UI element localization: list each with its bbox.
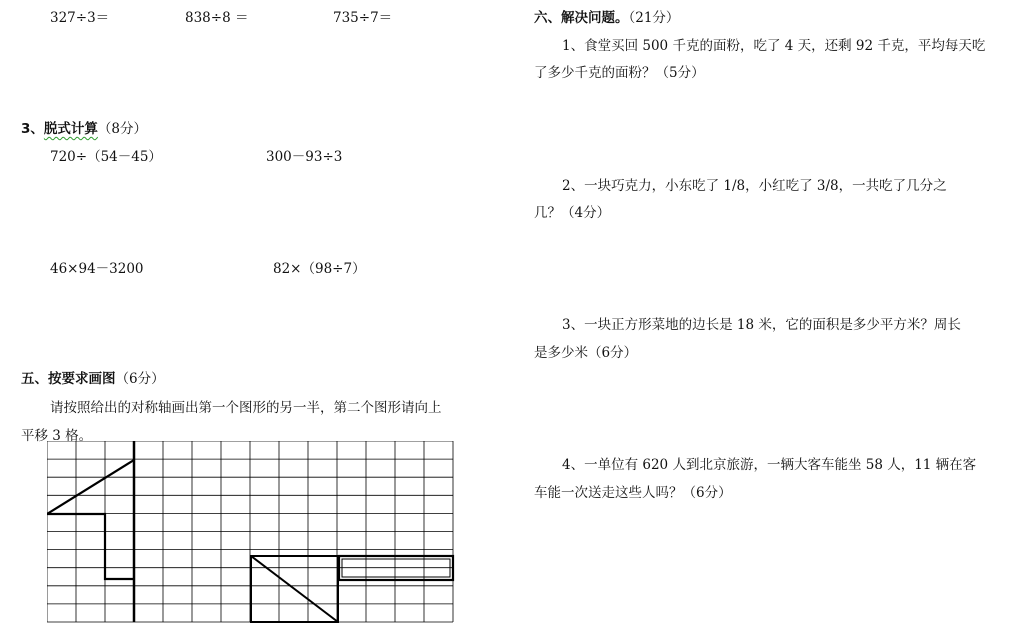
calc-problem-4: 82×（98÷7）	[273, 261, 366, 277]
section6-title: 六、解决问题。	[534, 10, 629, 26]
word-problem-3-line1: 3、一块正方形菜地的边长是 18 米，它的面积是多少平方米？周长	[562, 317, 961, 333]
word-problem-2-line2: 几？（4分）	[534, 205, 611, 221]
section5-title: 五、按要求画图	[21, 371, 116, 387]
section6-heading	[534, 6, 679, 26]
word-problem-4-line1: 4、一单位有 620 人到北京旅游，一辆大客车能坐 58 人，11 辆在客	[562, 457, 977, 473]
grid-svg	[47, 441, 457, 624]
section3-title: 脱式计算	[43, 121, 98, 137]
calc-problem-3: 46×94－3200	[50, 261, 144, 277]
section5-instruction-line1: 请按照给出的对称轴画出第一个图形的另一半，第二个图形请向上	[50, 400, 442, 416]
word-problem-1-line1: 1、食堂买回 500 千克的面粉，吃了 4 天，还剩 92 千克，平均每天吃	[562, 38, 986, 54]
section6-points: （21分）	[628, 10, 680, 26]
drawing-grid	[47, 441, 457, 628]
figure1-outline	[47, 460, 134, 579]
division-problem-2: 838÷8 ＝	[185, 10, 249, 26]
division-problem-3: 735÷7＝	[333, 10, 393, 26]
section3-number: 3、	[21, 121, 44, 137]
word-problem-3-line2: 是多少米（6分）	[534, 345, 638, 361]
section3-points: （8分）	[97, 121, 147, 137]
figure2-diagonal	[251, 556, 338, 622]
word-problem-2-line1: 2、一块巧克力，小东吃了 1/8，小红吃了 3/8，一共吃了几分之	[562, 178, 947, 194]
section5-points: （6分）	[115, 371, 165, 387]
calc-problem-1: 720÷（54－45）	[50, 149, 162, 165]
word-problem-1-line2: 了多少千克的面粉？（5分）	[534, 65, 705, 81]
division-problem-1: 327÷3＝	[50, 10, 110, 26]
section5-instruction-line2: 平移 3 格。	[21, 428, 93, 444]
section3-heading	[21, 117, 147, 137]
section5-heading	[21, 367, 165, 387]
word-problem-4-line2: 车能一次送走这些人吗？（6分）	[534, 485, 732, 501]
calc-problem-2: 300－93÷3	[266, 149, 343, 165]
